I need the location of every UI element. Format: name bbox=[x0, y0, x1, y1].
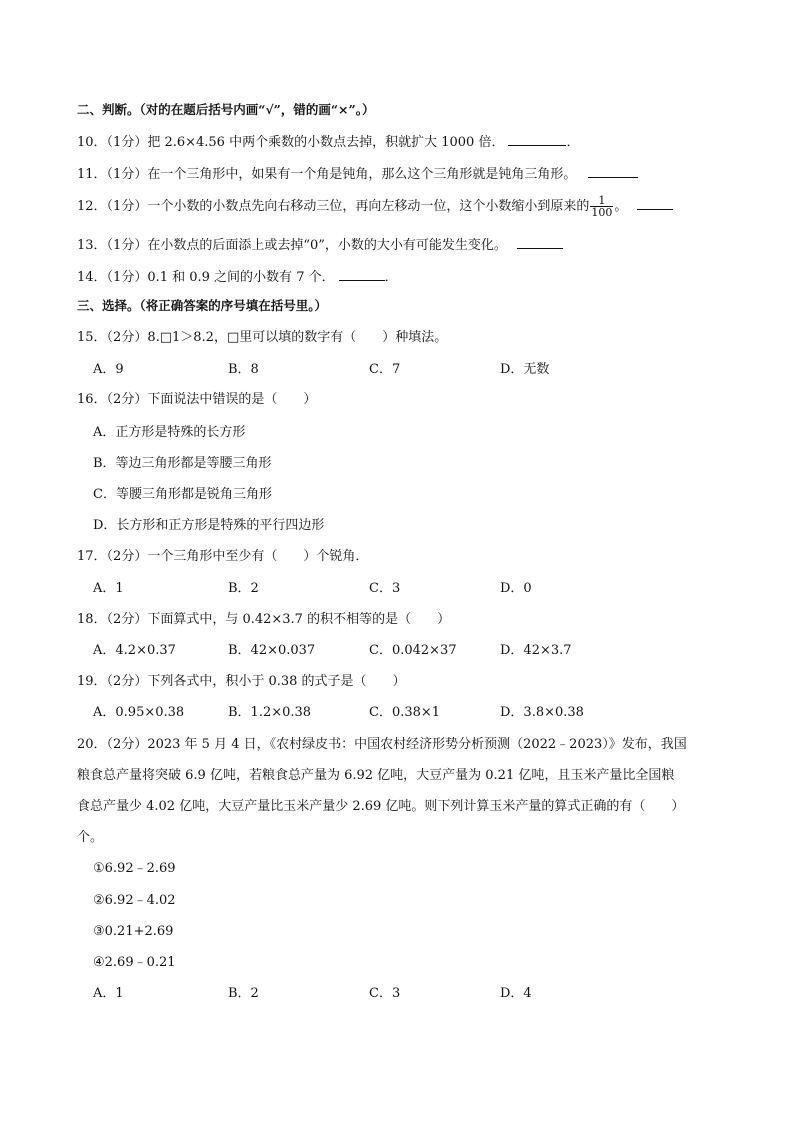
q20-expression-2: ②6.92﹣4.02 bbox=[93, 893, 176, 908]
q20-expression-3: ③0.21+2.69 bbox=[93, 924, 174, 939]
question-20-line-1: 20．（2分）2023 年 5 月 4 日，《农村绿皮书：中国农村经济形势分析预测（2022﹣2023）》发布，我国 bbox=[77, 737, 687, 752]
q16-option-c[interactable]: C．等腰三角形都是锐角三角形 bbox=[93, 487, 272, 502]
q20-option-b[interactable]: B．2 bbox=[228, 986, 259, 1001]
question-13 bbox=[77, 235, 563, 255]
q17-option-c[interactable]: C．3 bbox=[369, 581, 401, 596]
question-13-text: 13．（1分）在小数点的后面添上或去掉“0”，小数的大小有可能发生变化。 bbox=[77, 238, 507, 253]
q15-option-b[interactable]: B．8 bbox=[228, 362, 259, 377]
q16-option-a[interactable]: A．正方形是特殊的长方形 bbox=[93, 425, 246, 440]
question-12 bbox=[77, 192, 673, 222]
q19-option-d[interactable]: D．3.8×0.38 bbox=[500, 705, 584, 720]
question-17-text: 17．（2分）一个三角形中至少有（ ）个锐角． bbox=[77, 549, 369, 564]
q20-expression-4: ④2.69﹣0.21 bbox=[93, 955, 176, 970]
question-11 bbox=[77, 164, 638, 184]
q20-option-d[interactable]: D．4 bbox=[500, 986, 532, 1001]
q18-option-c[interactable]: C．0.042×37 bbox=[369, 643, 457, 658]
q19-option-c[interactable]: C．0.38×1 bbox=[369, 705, 441, 720]
q19-option-b[interactable]: B．1.2×0.38 bbox=[228, 705, 312, 720]
question-14-end: ． bbox=[384, 270, 398, 285]
question-10-text: 10．（1分）把 2.6×4.56 中两个乘数的小数点去掉，积就扩大 1000 倍． bbox=[77, 135, 505, 150]
answer-blank-10[interactable] bbox=[508, 132, 566, 146]
answer-blank-14[interactable] bbox=[339, 267, 385, 281]
q15-option-c[interactable]: C．7 bbox=[369, 362, 401, 377]
question-10-end: ． bbox=[566, 135, 580, 150]
q16-option-b[interactable]: B．等边三角形都是等腰三角形 bbox=[93, 456, 272, 471]
answer-blank-12[interactable] bbox=[637, 196, 673, 210]
question-20-line-3: 食总产量少 4.02 亿吨，大豆产量比玉米产量少 2.69 亿吨。则下列计算玉米产量的算式正确的有（ ） bbox=[77, 799, 685, 814]
q18-option-b[interactable]: B．42×0.037 bbox=[228, 643, 316, 658]
question-11-text: 11．（1分）在一个三角形中，如果有一个角是钝角，那么这个三角形就是钝角三角形。 bbox=[77, 167, 577, 182]
q19-option-a[interactable]: A．0.95×0.38 bbox=[93, 705, 185, 720]
q15-option-d[interactable]: D．无数 bbox=[500, 362, 550, 377]
question-12-text: 12．（1分）一个小数的小数点先向右移动三位，再向左移动一位，这个小数缩小到原来的 bbox=[77, 199, 590, 214]
answer-blank-13[interactable] bbox=[517, 235, 563, 249]
q17-option-a[interactable]: A．1 bbox=[93, 581, 124, 596]
question-14-text: 14．（1分）0.1 和 0.9 之间的小数有 7 个． bbox=[77, 270, 335, 285]
q17-option-b[interactable]: B．2 bbox=[228, 581, 259, 596]
answer-blank-11[interactable] bbox=[588, 164, 638, 178]
question-12-end: 。 bbox=[614, 199, 628, 214]
q15-option-a[interactable]: A．9 bbox=[93, 362, 124, 377]
question-16-text: 16．（2分）下面说法中错误的是（ ） bbox=[77, 392, 317, 407]
question-19-text: 19．（2分）下列各式中，积小于 0.38 的式子是（ ） bbox=[77, 674, 406, 689]
q20-expression-1: ①6.92﹣2.69 bbox=[93, 861, 176, 876]
question-10 bbox=[77, 132, 579, 152]
section-2-heading: 二、判断。（对的在题后括号内画“√”，错的画“×”。） bbox=[77, 102, 375, 117]
q18-option-d[interactable]: D．42×3.7 bbox=[500, 643, 572, 658]
q18-option-a[interactable]: A．4.2×0.37 bbox=[93, 643, 176, 658]
question-20-line-2: 粮食总产量将突破 6.9 亿吨，若粮食总产量为 6.92 亿吨，大豆产量为 0.21 亿吨，且玉米产量比全国粮 bbox=[77, 768, 675, 783]
fraction-one-hundredth: $\frac{1}{100}$ bbox=[591, 194, 613, 219]
q16-option-d[interactable]: D．长方形和正方形是特殊的平行四边形 bbox=[93, 518, 325, 533]
question-14 bbox=[77, 267, 398, 287]
q17-option-d[interactable]: D．0 bbox=[500, 581, 532, 596]
question-15-text: 15．（2分）8.□1＞8.2，□里可以填的数字有（ ）种填法。 bbox=[77, 330, 448, 345]
question-18-text: 18．（2分）下面算式中，与 0.42×3.7 的积不相等的是（ ） bbox=[77, 612, 451, 627]
question-20-line-4: 个。 bbox=[77, 830, 104, 845]
q20-option-c[interactable]: C．3 bbox=[369, 986, 401, 1001]
section-3-heading: 三、选择。（将正确答案的序号填在括号里。） bbox=[77, 298, 328, 313]
q20-option-a[interactable]: A．1 bbox=[93, 986, 124, 1001]
